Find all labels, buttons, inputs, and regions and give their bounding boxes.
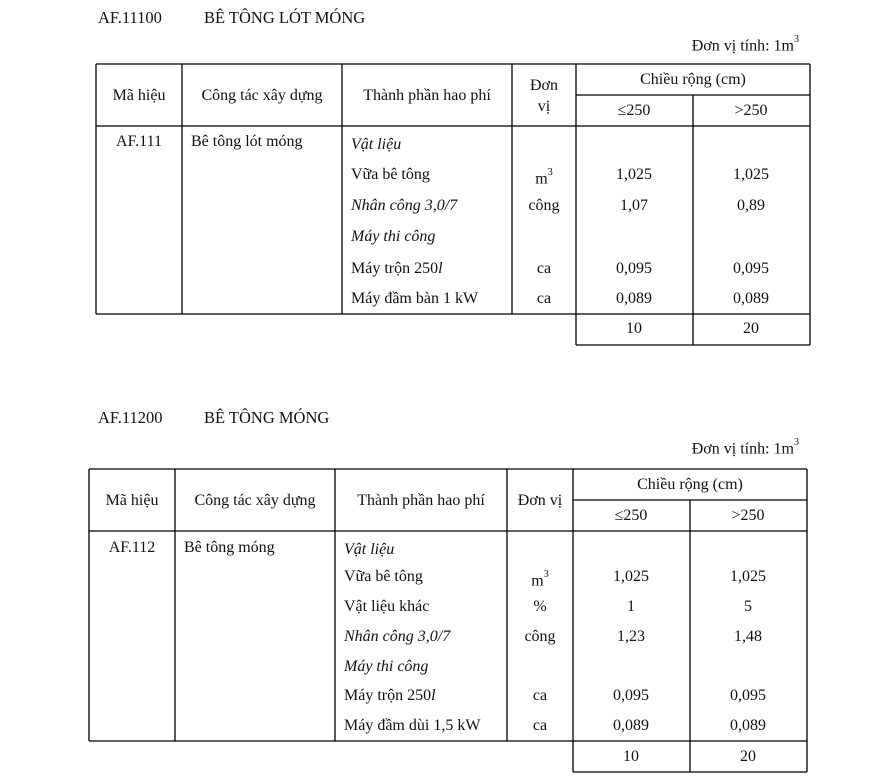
s2-header-thanh-phan: Thành phần hao phí <box>357 492 485 509</box>
s1-header-cong-tac: Công tác xây dựng <box>201 87 323 104</box>
section-1-code: AF.11100 <box>98 8 162 27</box>
s2-header-ma-hieu: Mã hiệu <box>105 492 159 509</box>
s1-row-name: Máy đầm bàn 1 kW <box>351 290 479 307</box>
s1-row-name: Nhân công 3,0/7 <box>351 197 458 214</box>
s1-row-unit: ca <box>536 260 552 277</box>
s2-row-v2: 0,095 <box>730 687 766 704</box>
s2-footer-v2: 20 <box>740 748 756 765</box>
s2-header-cong-tac: Công tác xây dựng <box>194 492 316 509</box>
s2-row-v2: 0,089 <box>730 717 766 734</box>
s1-row-unit: ca <box>536 290 552 307</box>
s1-header-don-vi-2: vị <box>537 98 551 115</box>
s1-row-v2: 0,095 <box>733 260 769 277</box>
s1-row-v1: 0,089 <box>616 290 652 307</box>
s1-header-ma-hieu: Mã hiệu <box>112 87 166 104</box>
s1-row-unit: công <box>528 197 560 214</box>
s1-header-thanh-phan: Thành phần hao phí <box>363 87 491 104</box>
s1-item-name: Bê tông lót móng <box>191 133 303 150</box>
s1-row-v2: 1,025 <box>733 166 769 183</box>
s1-row-name: Máy thi công <box>351 228 436 245</box>
s2-row-name: Vật liệu <box>344 541 395 558</box>
section-1-unit: Đơn vị tính: $1m^3$ <box>691 34 799 55</box>
s2-header-col1: ≤250 <box>614 507 648 524</box>
s2-item-name: Bê tông móng <box>184 539 275 556</box>
s1-row-v2: 0,089 <box>733 290 769 307</box>
s2-row-name: Vật liệu khác <box>344 598 430 615</box>
s2-header-chieu-rong: Chiều rộng (cm) <box>637 476 743 493</box>
s2-row-unit: ca <box>532 687 548 704</box>
s1-row-v1: 1,07 <box>620 197 648 214</box>
s1-row-v1: 1,025 <box>616 166 652 183</box>
section-2-unit: Đơn vị tính: $1m^3$ <box>691 437 799 458</box>
s2-header-don-vi: Đơn vị <box>517 492 563 509</box>
s2-row-name: Máy trộn 250l <box>344 687 436 704</box>
s1-footer-v2: 20 <box>743 320 759 337</box>
s1-row-v1: 0,095 <box>616 260 652 277</box>
section-1-title: BÊ TÔNG LÓT MÓNG <box>204 8 366 27</box>
s1-header-don-vi-1: Đơn <box>529 77 559 94</box>
s1-footer-v1: 10 <box>626 320 642 337</box>
s2-row-v1: 0,095 <box>613 687 649 704</box>
s2-row-name: Vữa bê tông <box>344 568 423 585</box>
s1-header-col1: ≤250 <box>617 102 651 119</box>
s2-row-v2: 1,025 <box>730 568 766 585</box>
s2-row-name: Máy thi công <box>344 658 429 675</box>
s2-row-unit: công <box>524 628 556 645</box>
s2-row-name: Máy đầm dùi 1,5 kW <box>344 717 481 734</box>
s2-row-v2: 1,48 <box>734 628 762 645</box>
s2-row-v1: 1,23 <box>617 628 645 645</box>
s1-row-name: Vật liệu <box>351 136 402 153</box>
s2-row-v1: 1 <box>627 598 635 615</box>
s2-row-v1: 1,025 <box>613 568 649 585</box>
s1-row-name: Vữa bê tông <box>351 166 430 183</box>
s2-row-unit: % <box>533 598 547 615</box>
section-2-code: AF.11200 <box>98 408 163 427</box>
s2-row-unit: ca <box>532 717 548 734</box>
s1-row-v2: 0,89 <box>737 197 765 214</box>
s2-item-code: AF.112 <box>108 539 156 556</box>
section-2-title: BÊ TÔNG MÓNG <box>204 408 330 427</box>
s1-item-code: AF.111 <box>116 133 162 150</box>
s2-footer-v1: 10 <box>623 748 639 765</box>
s2-row-unit: $m^3$ <box>531 569 549 590</box>
s2-row-name: Nhân công 3,0/7 <box>344 628 451 645</box>
s2-header-col2: >250 <box>731 507 765 524</box>
s2-row-v2: 5 <box>744 598 752 615</box>
s1-header-col2: >250 <box>734 102 768 119</box>
s1-header-chieu-rong: Chiều rộng (cm) <box>640 71 746 88</box>
s1-row-name: Máy trộn 250l <box>351 260 443 277</box>
s1-row-unit: $m^3$ <box>535 167 553 188</box>
s2-row-v1: 0,089 <box>613 717 649 734</box>
